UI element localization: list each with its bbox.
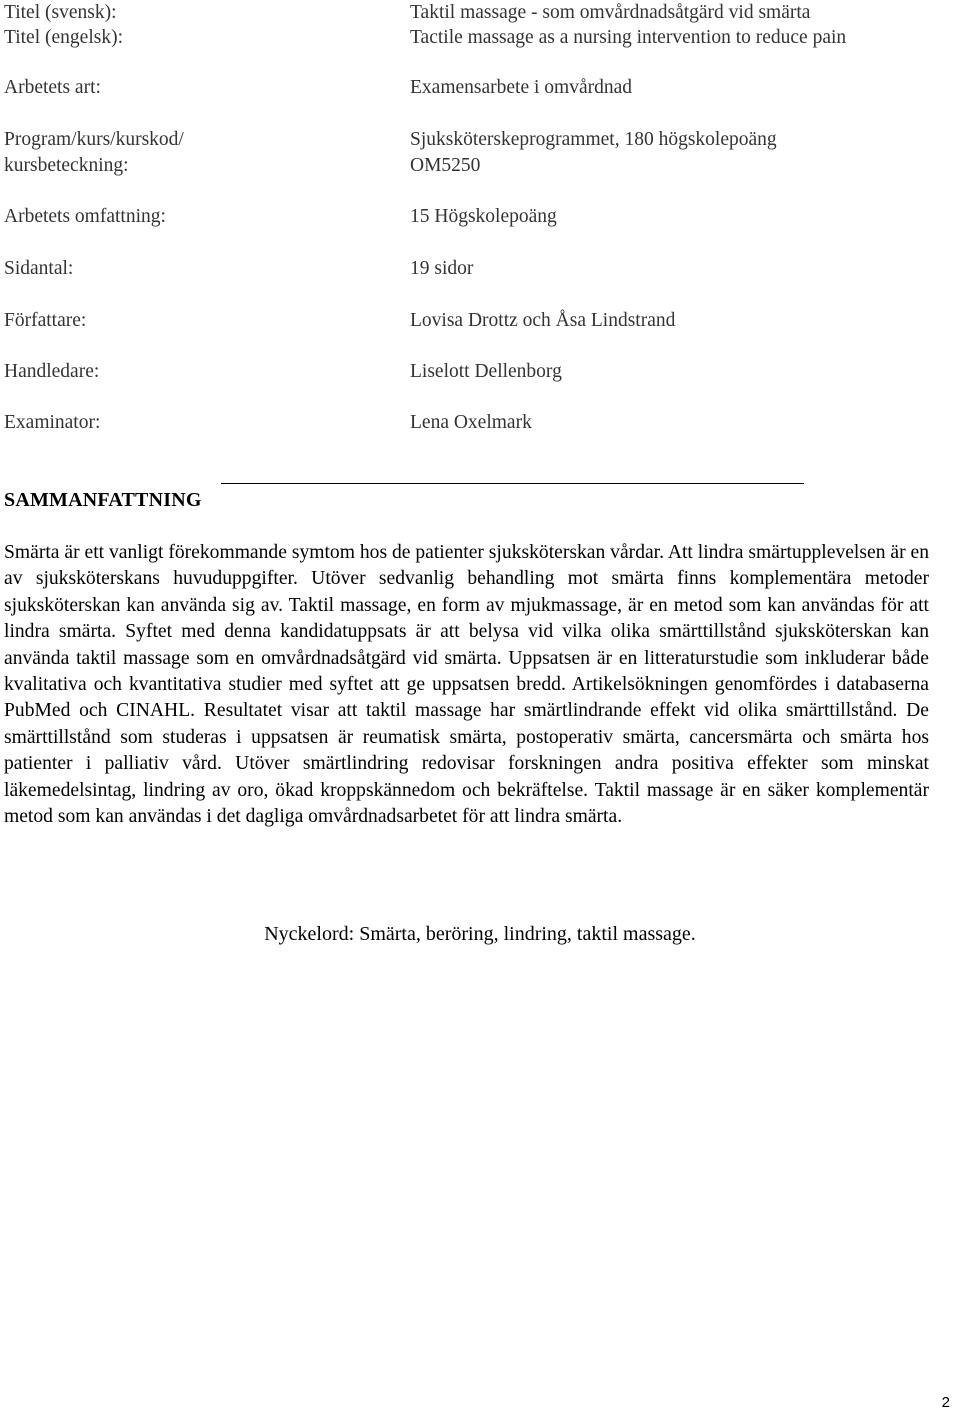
- meta-label: Handledare:: [4, 361, 100, 382]
- meta-label: kursbeteckning:: [4, 155, 129, 176]
- meta-label: Sidantal:: [4, 258, 74, 279]
- meta-label: Titel (engelsk):: [4, 27, 123, 48]
- meta-label: Arbetets omfattning:: [4, 206, 166, 227]
- meta-label: Författare:: [4, 310, 87, 331]
- meta-value: Sjuksköterskeprogrammet, 180 högskolepoäng: [410, 129, 777, 150]
- page-number: 2: [941, 1394, 950, 1411]
- meta-label: Titel (svensk):: [4, 2, 117, 23]
- meta-label: Examinator:: [4, 412, 101, 433]
- abstract-heading: SAMMANFATTNING: [4, 489, 202, 511]
- meta-value: Examensarbete i omvårdnad: [410, 77, 632, 98]
- meta-value: Tactile massage as a nursing intervention to reduce pain: [410, 27, 847, 48]
- meta-value: 15 Högskolepoäng: [410, 206, 557, 227]
- meta-value: Lena Oxelmark: [410, 412, 532, 433]
- abstract-text: Smärta är ett vanligt förekommande symtom hos de patienter sjuksköterskan vårdar. Att lindra smärtupplevelsen är en av sjuksköterskans huvuduppgifter. Utöver sedvanlig behandling mot smärta finns komplementära metoder sjuksköterskan kan använda sig av. Taktil massage, en form av mjukmassage, är en metod som kan användas för att lindra smärta. Syftet med denna kandidatuppsats är att belysa vid vilka olika smärttillstånd sjuksköterskan kan använda taktil massage som en omvårdnadsåtgärd vid smärta. Uppsatsen är en litteraturstudie som inkluderar både kvalitativa och kvantitativa studier med syftet att ge uppsatsen bredd. Artikelsökningen genomfördes i databaserna PubMed och CINAHL. Resultatet visar att taktil massage har smärtlindrande effekt vid olika smärttillstånd. De smärttillstånd som studeras i uppsatsen är reumatisk smärta, postoperativ smärta, cancersmärta och smärta hos patienter i palliativ vård. Utöver smärtlindring redovisar forskningen andra positiva effekter som minskat läkemedelsintag, lindring av oro, ökad kroppskännedom och bekräftelse. Taktil massage är en säker komplementär metod som kan användas i det dagliga omvårdnadsarbetet för att lindra smärta.: [4, 542, 930, 828]
- meta-label: Arbetets art:: [4, 77, 101, 98]
- meta-value: Liselott Dellenborg: [410, 361, 562, 382]
- meta-label: Program/kurs/kurskod/: [4, 129, 184, 150]
- section-divider: [221, 483, 804, 484]
- meta-value: OM5250: [410, 155, 481, 176]
- meta-value: Lovisa Drottz och Åsa Lindstrand: [410, 310, 676, 331]
- keywords: Nyckelord: Smärta, beröring, lindring, taktil massage.: [264, 923, 696, 945]
- meta-value: 19 sidor: [410, 258, 474, 279]
- meta-value: Taktil massage - som omvårdnadsåtgärd vid smärta: [410, 2, 811, 23]
